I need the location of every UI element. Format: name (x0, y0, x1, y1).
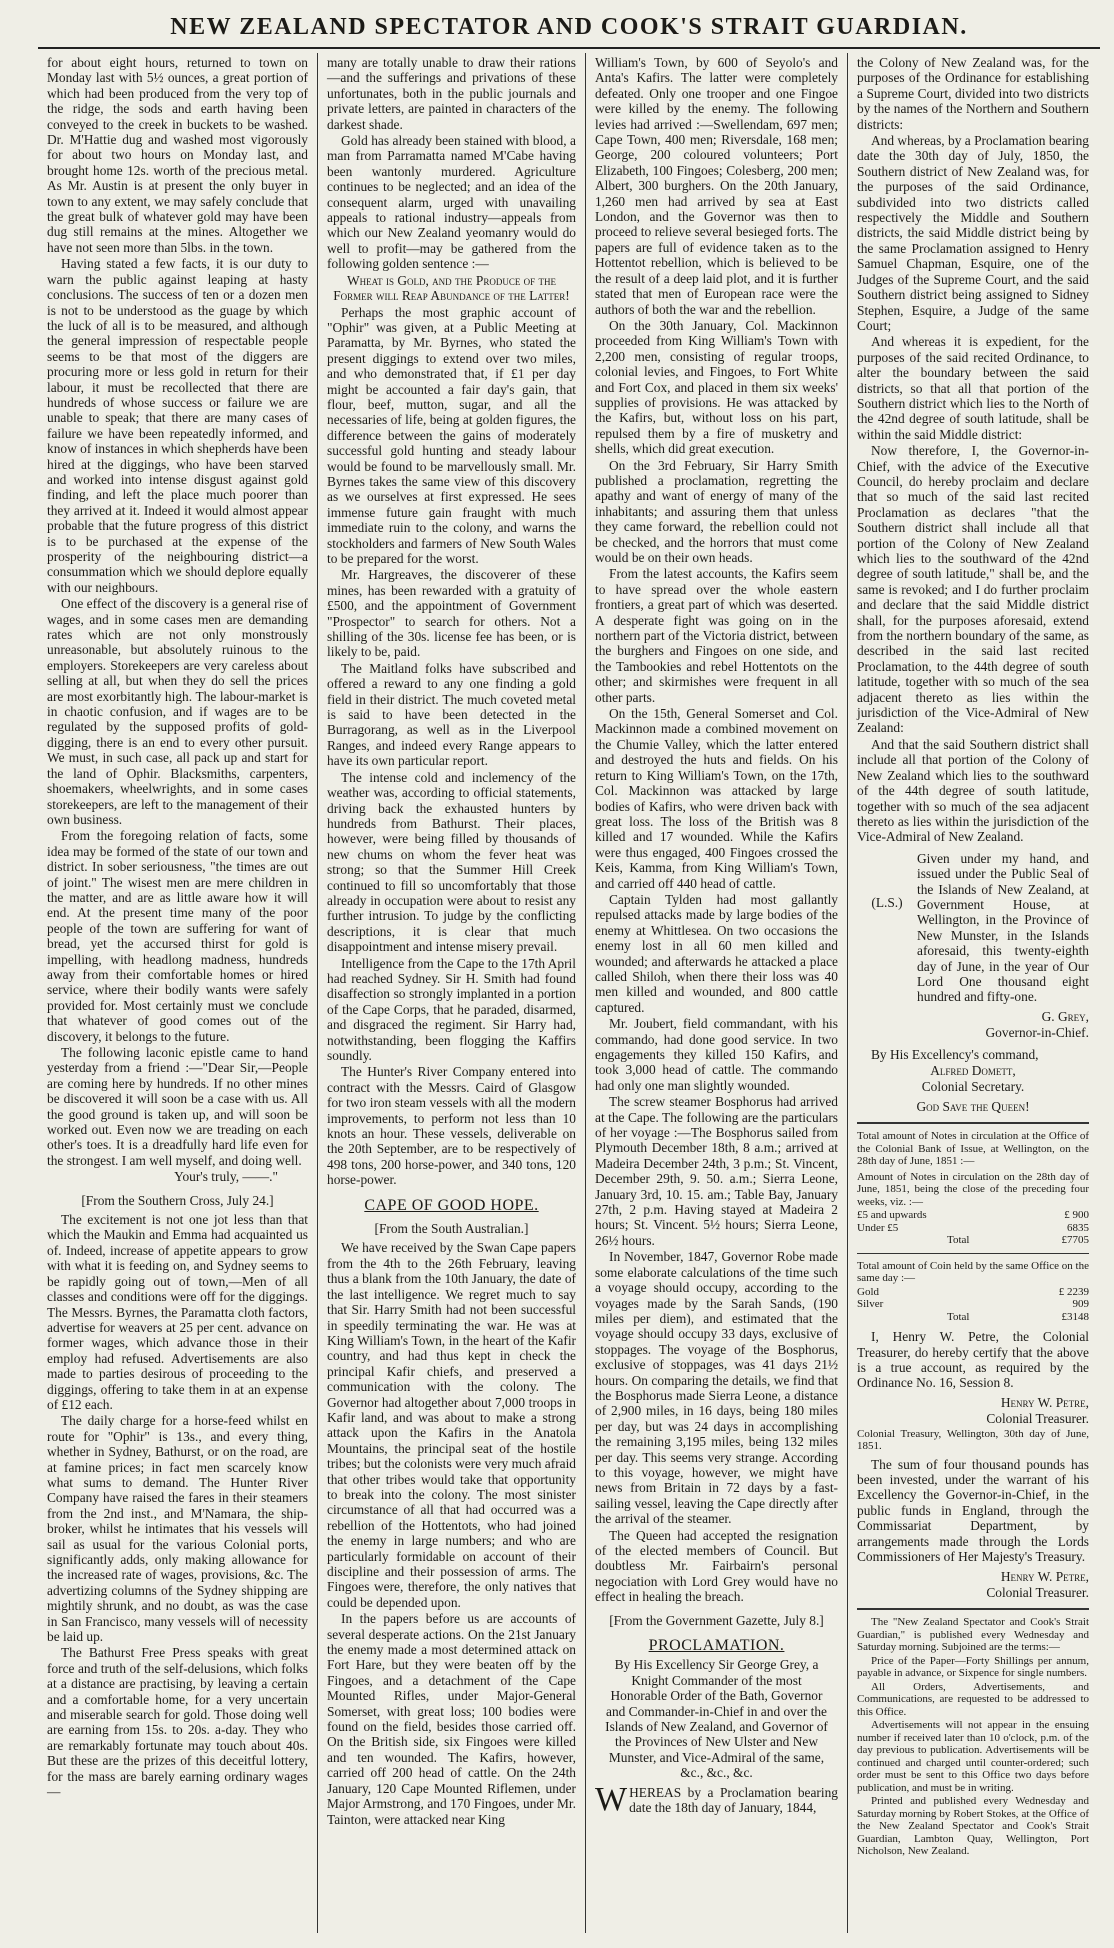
columns (38, 53, 1100, 1933)
proclamation-paragraph: the Colony of New Zealand was, for the purposes of the Ordinance for establishing a Supreme Court, divided into two districts by the names of the Northern and Southern districts: (857, 55, 1089, 132)
article-paragraph: One effect of the discovery is a general rise of wages, and in some cases men are demanding rates which are not only monstrously unreasonable, but absolutely ruinous to the employers. Storekeepers are very careless about selling at all, but when they do sell the prices are most exorbitantly high. The labour-market is in chaotic confusion, and if wages are to be regulated by the supposed profits of gold-digging, there is an end to every other pursuit. We must, in such case, all pack up and start for the land of Ophir. Blacksmiths, carpenters, shoemakers, wheelwrights, and in some cases storekeepers, are left to the management of their own business. (47, 596, 309, 827)
article-paragraph: The following laconic epistle came to hand yesterday from a friend :—"Dear Sir,—People are coming here by hundreds. If no other mines be discovered it will soon be a case with us. All the good ground is taken up, and will soon be worked out. Even now we are treading on each other's toes. It is a dreadfully hard life even for the strongest. I am well myself, and doing well. (47, 1045, 308, 1168)
article-paragraph: Having stated a few facts, it is our duty to warn the public against leaping at hasty conclusions. The success of ten or a dozen men is not to be understood as the guage by which the luck of all is to be measured, and although the general impression of respectable people seems to be that most of the diggers are procuring more or less gold in return for their labour, it must be recollected that there are hundreds of whose success or failure we are unable to speak; that there are many cases of failure we have been repeatedly informed, and know of instances in which shepherds have been hired at the diggings, who have been starved and worked into intense disgust against gold finding, and left the place much poorer than they arrived at it. Indeed it would almost appear probable that the future progress of this district is to be purchased at the expense of the prosperity of the neighbouring district—a consummation which we should deplore equally with our neighbours. (47, 256, 308, 595)
secretary-title: Colonial Secretary. (921, 1079, 1025, 1095)
proclamation-paragraph: And whereas, by a Proclamation bearing date the 30th day of July, 1850, the Southern district of New Zealand was, for the purposes of the said Ordinance, subdivided into two districts called respectively the Middle and Southern districts, the said Middle district being by the same Proclamation assigned to Henry Samuel Chapman, Esquire, one of the Judges of the Supreme Court, and the said Southern district being assigned to Sidney Stephen, Esquire, a Judge of the same Court; (857, 133, 1089, 333)
notes-title: Total amount of Notes in circulation at the Office of the Colonial Bank of Issue, at Wellington, on the 28th day of June, 1851 :— (857, 1130, 1089, 1168)
given-block (857, 851, 1089, 1005)
whereas-text: HEREAS by a Proclamation bearing date the 18th day of January, 1844, (629, 1784, 838, 1816)
article-paragraph: From the latest accounts, the Kafirs seem to have spread over the whole eastern frontiers, a great part of which was deserted. A desperate fight was going on in the northern part of the Victoria district, between the burghers and Fingoes on one side, and the Tambookies and rebel Hottentots on the other; and skirmishes were frequent in all other parts. (595, 566, 838, 705)
article-paragraph: We have received by the Swan Cape papers from the 4th to the 26th February, leaving thus a blank from the 10th January, the date of the last intelligence. We regret much to say that Sir. Harry Smith had not been successful in speedily terminating the war. He was at King William's Town, in the heart of the Kafir country, and had thus kept in check the principal Kafir chiefs, and preserved a communication with the colony. The Governor had altogether about 7,000 troops in Kafir land, and was about to make a strong attack upon the Kafirs in the Anatola Mountains, the principal seat of the hostile tribes; but the colonists were very much afraid that other tribes would take that opportunity to break into the colony. The most sinister circumstance of all that had occurred was a rebellion of the Hottentots, who had joined the enemy in large numbers; and who are particularly formidable on account of their discipline and their possession of arms. The Fingoes were, therefore, the only natives that could be depended upon. (327, 1240, 576, 1610)
given-text: Given under my hand, and issued under the Public Seal of the Islands of New Zealand, at Government House, at Wellington, in the Province of New Munster, in the Islands aforesaid, this twenty-eighth day of June, in the year of Our Lord One thousand eight hundred and fifty-one. (917, 850, 1089, 1005)
footer-notice: Price of the Paper—Forty Shillings per annum, payable in advance, or Sixpence for single numbers. (857, 1654, 1089, 1680)
article-paragraph: Mr. Joubert, field commandant, with his commando, had done good service. In two engagements they killed 150 Kafirs, and took 3,000 head of cattle. The commando had only one man slightly wounded. (595, 1016, 838, 1093)
footer-notice: Printed and published every Wednesday and Saturday morning by Robert Stokes, at the Office of the New Zealand Spectator and Cook's Strait Guardian, Lambton Quay, Wellington, Port Nicholson, New Zealand. (857, 1795, 1089, 1858)
article-paragraph: Intelligence from the Cape to the 17th April had reached Sydney. Sir H. Smith had found disaffection so strongly implanted in a portion of the Cape Corps, that he paraded, disarmed, and disgraced the regiment. Sir Harry had, notwithstanding, been flogging the Kaffirs soundly. (327, 955, 576, 1063)
proclamation-paragraph: Now therefore, I, the Governor-in-Chief, with the advice of the Executive Council, do hereby proclaim and declare that so much of the said last recited Proclamation as declares "that the Southern district shall include all that portion of the Colony of New Zealand which lies to the southward of the 42nd degree of south latitude," shall be, and the same is revoked; and I do further proclaim and declare that the said Middle district shall, for the purposes aforesaid, extend from the northern boundary of the same, as described in the said last recited Proclamation, to the 44th degree of south latitude, together with so much of the sea adjacent thereto as lies within the jurisdiction of the Vice-Admiral of New Zealand: (857, 443, 1089, 736)
article-paragraph: The daily charge for a horse-feed whilst en route for "Ophir" is 13s., and every thing, whether in Sydney, Bathurst, or on the road, are at famine prices; in fact men scarcely know what sums to demand. The Hunter River Company have raised the fares in their steamers from the 2nd inst., and M'Namara, the ship-broker, whilst he intimates that his vessels will sail as usual for the various Colonial ports, significantly adds, only making allowance for the increased rate of wages, provisions, &c. The advertizing columns of the Sydney shipping are mightily shrunk, and no doubt, as was the case in San Francisco, many vessels will of necessity be laid up. (47, 1413, 308, 1645)
article-paragraph: In November, 1847, Governor Robe made some elaborate calculations of the time such a voyage should occupy, according to the voyages made by the Sarah Sands, (190 miles per diem), and estimated that the voyage should occupy 33 days, exclusive of stoppages. The voyage of the Bosphorus, exclusive of stoppages, was 41 days 21½ hours. On comparing the details, we find that the Bosphorus made Sierra Leone, a distance of 2,900 miles, in 16 days, being 180 miles per day, but was 24 days in accomplishing the remaining 3,195 miles, being 132 miles per day. This seems very strange. According to this voyage, however, we might have news from Britain in 72 days by a fast-sailing vessel, leaving the Cape directly after the arrival of the steamer. (595, 1249, 838, 1527)
source-note: [From the South Australian.] (374, 1221, 529, 1237)
notes-subtitle: Amount of Notes in circulation on the 28th day of June, 1851, being the close of the preceding four weeks, viz. :— (857, 1170, 1089, 1208)
governor-signature: G. Grey, (1041, 1008, 1089, 1024)
article-paragraph: On the 15th, General Somerset and Col. Mackinnon made a combined movement on the Chumie Valley, which the latter entered and destroyed the huts and fields. On his return to King William's Town, on the 17th, Col. Mackinnon was attacked by large bodies of Kafirs, who were driven back with great loss. The loss of the British was 8 killed and 17 wounded. While the Kafirs were thus engaged, 400 Fingoes crossed the Keis, Kamma, from King William's Town, and carried off 440 head of cattle. (595, 706, 838, 891)
column-1 (38, 53, 318, 1933)
article-paragraph: The intense cold and inclemency of the weather was, according to official statements, driving back the exhausted hunters by hundreds from Bathurst. Their places, however, were being filled by thousands of new chums on whom the fever heat was strong; so that the Summer Hill Creek continued to fill so uncomfortably that those already in occupation were about to resist any further intrusion. To judge by the conflicting descriptions, it is clear that much disappointment and intense misery prevail. (327, 769, 576, 955)
article-paragraph: The screw steamer Bosphorus had arrived at the Cape. The following are the particulars of her voyage :—The Bosphorus sailed from Plymouth December 18th, 8 a.m.; arrived at Madeira December 24th, 3 p.m.; St. Vincent, December 29th, 9. 50. a.m.; Sierra Leone, January 3rd, 10. 15. am.; Table Bay, January 27th, 2 p.m. Having stayed at Madeira 2 hours; St. Vincent. 5½ hours; Sierra Leone, 26½ hours. (595, 1094, 838, 1248)
divider (857, 1608, 1089, 1610)
article-paragraph: The Hunter's River Company entered into contract with the Messrs. Caird of Glasgow for two iron steam vessels with all the modern improvements, to perform not less than 10 knots an hour. These vessels, deliverable on the 20th September, are to be respectively of 498 tons, 200 horse-power, and 340 tons, 120 horse-power. (327, 1064, 576, 1188)
invested-paragraph: The sum of four thousand pounds has been invested, under the warrant of his Excellency the Governor-in-Chief, in the public funds in England, through the Commissariat Department, by arrangements made through the Lords Commissioners of Her Majesty's Treasury. (857, 1456, 1089, 1565)
masthead-title: NEW ZEALAND SPECTATOR AND COOK'S STRAIT GUARDIAN. (38, 10, 1100, 49)
command-line: By His Excellency's command, (871, 1046, 1039, 1062)
article-paragraph: In the papers before us are accounts of several desperate actions. On the 21st January the enemy made a most determined attack on Fort Hare, but they were beaten off by the Fingoes, and a detachment of the Cape Mounted Rifles, under Major-General Somerset, with great loss; 100 bodies were found on the field, besides those carried off. On the British side, six Fingoes were killed and ten wounded. The Kafirs, however, carried off 200 head of cattle. On the 24th January, 120 Cape Mounted Riflemen, under Major Armstrong, and 170 Fingoes, under Mr. Tainton, were attacked near King (327, 1611, 576, 1827)
coin-title: Total amount of Coin held by the same Office on the same day :— (857, 1259, 1089, 1285)
proclamation-paragraph: And whereas it is expedient, for the purposes of the said recited Ordinance, to alter the boundary between the said districts, so that all that portion of the Southern district which lies to the North of the 42nd degree of south latitude, shall be within the said Middle district: (857, 334, 1089, 442)
article-paragraph: William's Town, by 600 of Seyolo's and Anta's Kafirs. The latter were completely defeated. Only one trooper and one Fingoe were killed by the enemy. The following levies had arrived :—Swellendam, 697 men; Cape Town, 400 men; Riversdale, 168 men; George, 200 coloured volunteers; Port Elizabeth, 100 Fingoes; Colesberg, 200 men; Albert, 300 burghers. On the 20th January, 1,260 men had arrived by sea at East London, and the Governor was then to proceed to relieve several besieged forts. The papers are full of evidence taken as to the Hottentot rebellion, which is believed to be the result of a deep laid plot, and it is further stated that men of European race were the authors of both the war and the rebellion. (595, 55, 838, 317)
column-2 (318, 53, 586, 1933)
proclamation-intro: By His Excellency Sir George Grey, a Knight Commander of the most Honorable Order of the Bath, Governor and Commander-in-Chief in and over the Islands of New Zealand, and Governor of the Provinces of New Ulster and New Munster, and Vice-Admiral of the same, &c., &c., &c. (605, 1657, 828, 1781)
treasurer-signature: Henry W. Petre, (1000, 1394, 1089, 1410)
proclamation-heading: PROCLAMATION. (648, 1637, 785, 1655)
footer-notice: All Orders, Advertisements, and Communications, are requested to be addressed to this Office. (857, 1680, 1089, 1718)
article-paragraph: The Bathurst Free Press speaks with great force and truth of the self-delusions, which folks at a distance are practising, by leaving a certain and a comfortable home, for a very uncertain and miserable search for gold. Those doing well are earning from 15s. to 20s. a-day. They who are remarkably fortunate may touch about 40s. But these are the prizes of this deceitful lottery, for the mass are barely earning ordinary wages— (47, 1645, 308, 1800)
treasurer-title: Colonial Treasurer. (986, 1411, 1089, 1427)
article-paragraph: The Queen had accepted the resignation of the elected members of Council. But doubtless Mr. Fairbairn's personal negociation with Lord Grey would have no effect in healing the breach. (595, 1527, 838, 1605)
golden-sentence: Wheat is Gold, and the Produce of the Former will Reap Abundance of the Latter! (333, 272, 570, 304)
article-paragraph: From the foregoing relation of facts, some idea may be formed of the state of our town and district. In sober seriousness, "the times are out of joint." The wisest men are mere children in the matter, and are as little aware how it will end. At the present time many of the poor people of the town are suffering for want of bread, yet the accursed thirst for gold is impelling, with headlong madness, hundreds away from their comfortable homes or hired service, where their bodily wants were safely provided for. Most certainly must we conclude that whatever of good comes out of the discovery, it belongs to the future. (47, 828, 308, 1044)
article-paragraph: On the 3rd February, Sir Harry Smith published a proclamation, regretting the apathy and want of energy of many of the inhabitants; and assuring them that unless they came forward, the rebellion could not be checked, and the horrors that must come would be on their own heads. (595, 457, 838, 565)
governor-title: Governor-in-Chief. (985, 1025, 1089, 1041)
coin-row: Silver 909 (857, 1298, 1089, 1311)
divider (857, 1122, 1089, 1124)
article-paragraph: Perhaps the most graphic account of "Ophir" was given, at a Public Meeting at Paramatta, by Mr. Byrnes, who stated the present diggings to extend over two miles, and who demonstrated that, if £1 per day might be accounted a fair day's gain, that flour, beef, mutton, sugar, and all the necessaries of life, being at golden figures, the difference between the gains of moderately successful gold hunting and steady labour would be found to be marvellously small. Mr. Byrnes takes the same view of this discovery as we ourselves at first expressed. He sees immense future gain fraught with much immediate ruin to the colony, and warns the stockholders and farmers of New South Wales to be prepared for the worst. (327, 304, 576, 566)
article-paragraph: for about eight hours, returned to town on Monday last with 5½ ounces, a great portion of which had been produced from the very top of the ridge, the sods and earth having been conveyed to the creek in buckets to be washed. Dr. M'Hattie dug and washed most vigorously for about two hours on Monday last, and brought home 12s. worth of the precious metal. As Mr. Austin is at present the only buyer in town to any extent, we may safely conclude that the great bulk of whatever gold may have been dug still remains at the mines. Altogether we have not seen more than 5lbs. in the town. (47, 55, 308, 255)
column-4 (848, 53, 1098, 1933)
coin-row: Gold £ 2239 (857, 1285, 1089, 1298)
article-paragraph: Mr. Hargreaves, the discoverer of these mines, has been rewarded with a gratuity of £500, and the appointment of Government "Prospector" to search for others. Not a shilling of the 30s. license fee has been, or is likely to be, paid. (327, 567, 576, 660)
footer-notice: The "New Zealand Spectator and Cook's Strait Guardian," is published every Wednesday and Saturday morning. Subjoined are the terms:— (857, 1616, 1089, 1654)
article-paragraph: Gold has already been stained with blood, a man from Parramatta named M'Cabe having been wantonly murdered. Agriculture continues to be neglected; and an idea of the consequent alarm, urged with unavailing appeals to rational industry—appeals from which our New Zealand yeomanry would do well to profit—may be gathered from the following golden sentence :— (327, 133, 576, 272)
notes-row: Under £5 6835 (857, 1221, 1089, 1234)
divider (857, 1253, 1089, 1254)
article-paragraph: The excitement is not one jot less than that which the Maukin and Emma had acquainted us of. Indeed, increase of appetite appears to grow with what it is feeding on, and Sydney seems to be rapidly going out of town,—Men of all classes and conditions were off for the diggings. The Messrs. Byrnes, the Paramatta cloth factors, advertise for weavers at 25 per cent. advance on former wages, which advance those in their employ had refused. Advertisements are also made to parties desirous of proceeding to the diggings, offering to take them in at an expense of £12 each. (47, 1212, 308, 1412)
proclamation-paragraph: And that the said Southern district shall include all that portion of the Colony of New Zealand which lies to the southward of the 44th degree of south latitude, together with so much of the sea adjacent thereto as lies within the jurisdiction of the Vice-Admiral of New Zealand. (857, 736, 1089, 845)
secretary-name: Alfred Domett, (930, 1063, 1016, 1078)
section-heading: CAPE OF GOOD HOPE. (364, 1196, 539, 1214)
source-note: [From the Southern Cross, July 24.] (81, 1192, 274, 1208)
treasurer-title: Colonial Treasurer. (986, 1584, 1089, 1600)
notes-total-row: Total £7705 (947, 1234, 1089, 1247)
coin-total-row: Total £3148 (947, 1310, 1089, 1323)
article-paragraph: The Maitland folks have subscribed and offered a reward to any one finding a gold field in their district. The much coveted metal is said to have been detected in the Burragorang, as well as in the Liverpool Ranges, and indeed every Range appears to have its own particular report. (327, 660, 576, 769)
treasury-dateline: Colonial Treasury, Wellington, 30th day of June, 1851. (857, 1427, 1089, 1453)
column-3 (586, 53, 848, 1933)
article-paragraph: Captain Tylden had most gallantly repulsed attacks made by large bodies of the enemy at Whittlesea. On two occasions the enemy lost in all 60 men killed and wounded; and afterwards he attacked a place called Shiloh, when there their loss was 40 men killed and wounded, and 800 cattle captured. (595, 891, 838, 1015)
god-save-queen: God Save the Queen! (916, 1098, 1030, 1114)
seal-mark: (L.S.) (871, 894, 903, 910)
notes-row: £5 and upwards £ 900 (857, 1209, 1089, 1222)
footer-notice: Advertisements will not appear in the ensuing number if received later than 10 o'clock, p.m. of the day previous to publication. Advertisements will be continued and charged until counter-ordered; such order must be sent to this Office two days before publication, and must be in writing. (857, 1719, 1089, 1794)
certify-paragraph: I, Henry W. Petre, the Colonial Treasurer, do hereby certify that the above is a true account, as required by the Ordinance No. 16, Session 8. (857, 1329, 1089, 1391)
source-note: [From the Government Gazette, July 8.] (609, 1612, 824, 1628)
article-paragraph: On the 30th January, Col. Mackinnon proceeded from King William's Town with 2,200 men, consisting of regular troops, colonial levies, and Fingoes, to Fort White and Fort Cox, and placed in them six weeks' supplies of provisions. He was attacked by the Kafirs, but, without loss on his part, repulsed them by a fire of musketry and shells, which did great execution. (595, 317, 838, 457)
article-paragraph: many are totally unable to draw their rations —and the sufferings and privations of these unfortunates, both in the public journals and private letters, are painted in characters of the darkest shade. (327, 55, 576, 132)
letter-signoff: Your's truly, ——." (174, 1169, 278, 1185)
drop-cap: W (595, 1780, 628, 1818)
proclamation-whereas (595, 1780, 838, 1818)
treasurer-signature: Henry W. Petre, (1000, 1568, 1089, 1584)
